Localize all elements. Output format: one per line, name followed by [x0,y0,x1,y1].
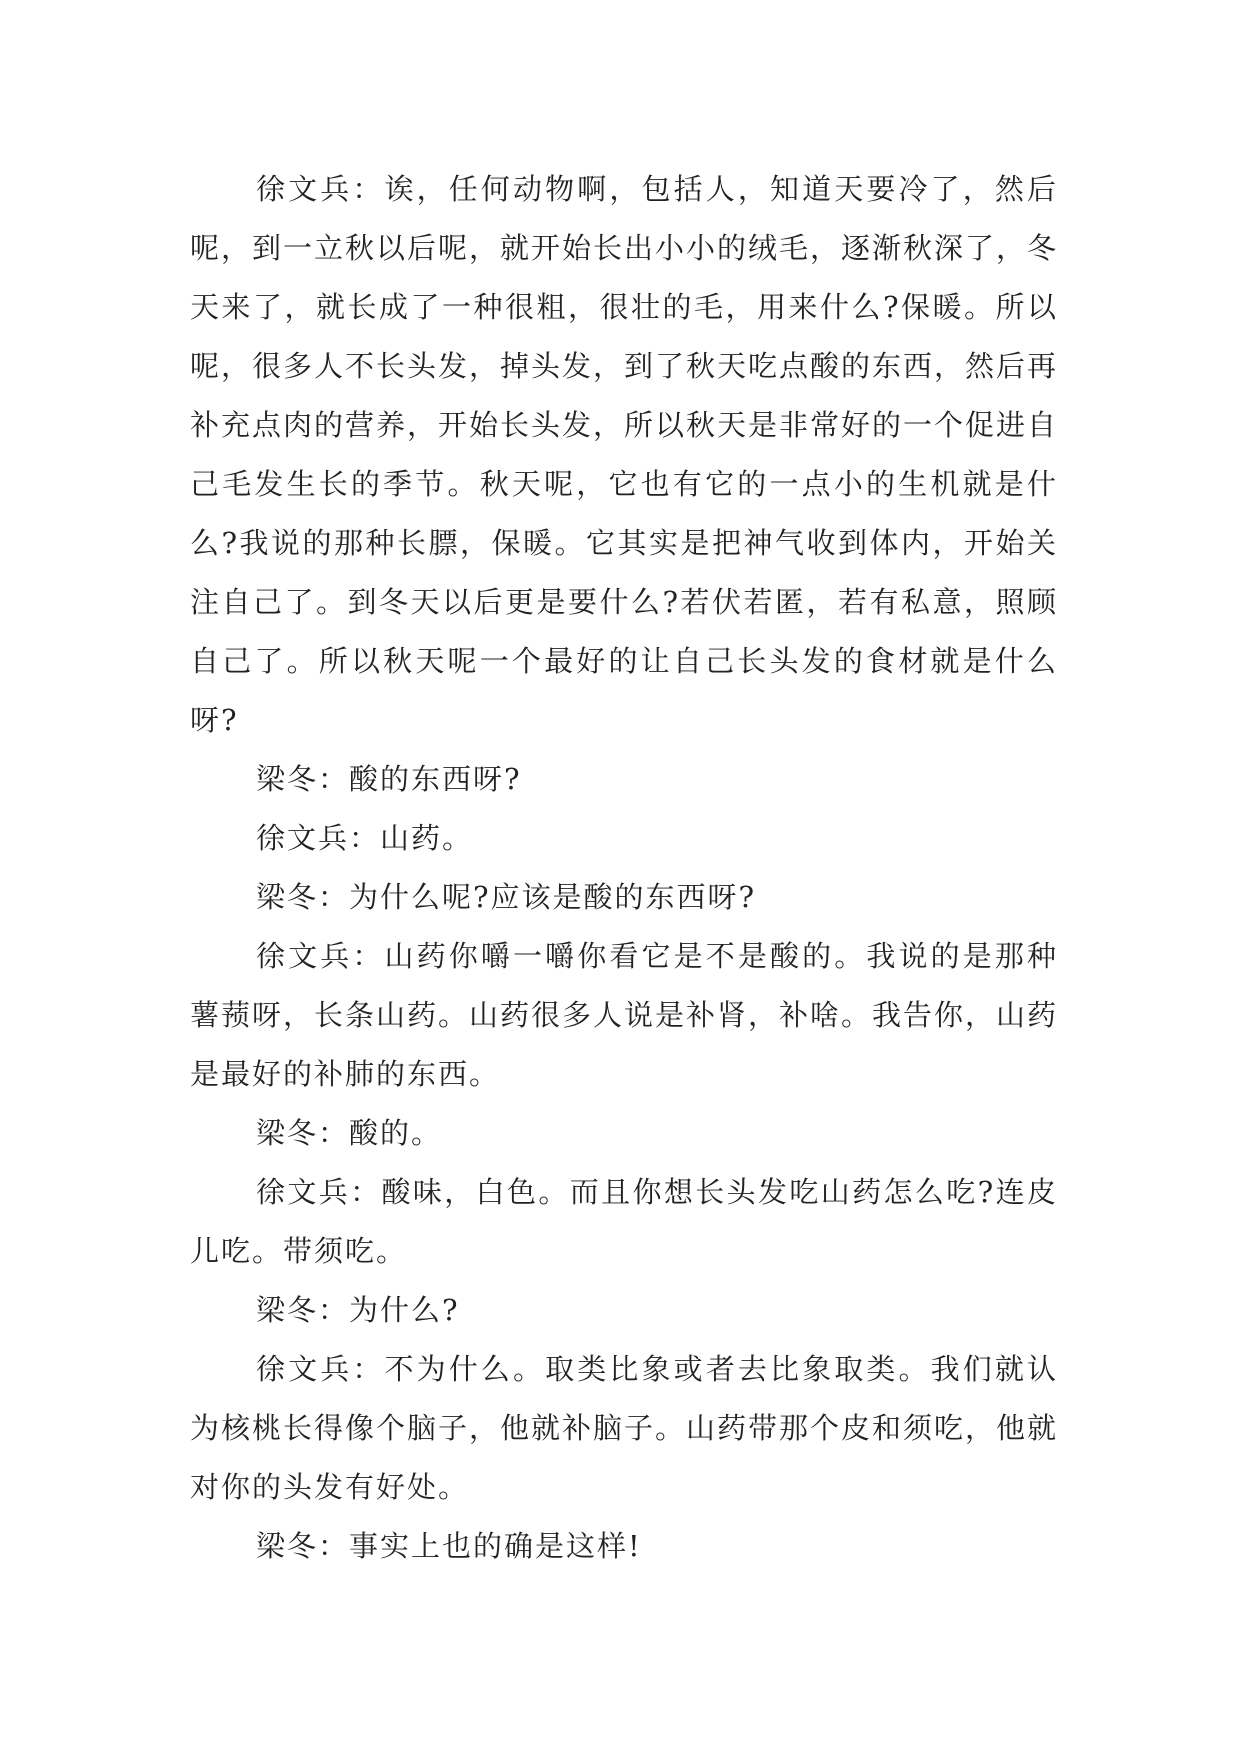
paragraph: 梁冬：酸的东西呀? [256,762,522,796]
paragraph: 徐文兵：诶，任何动物啊，包括人，知道天要冷了，然后呢，到一立秋以后呢，就开始长出小小的绒毛，逐渐秋深了，冬天来了，就长成了一种很粗，很壮的毛，用来什么?保暖。所以呢，很多人不长头发，掉头发，到了秋天吃点酸的东西，然后再补充点肉的营养，开始长头发，所以秋天是非常好的一个促进自己毛发生长的季节。秋天呢，它也有它的一点小的生机就是什么?我说的那种长膘，保暖。它其实是把神气收到体内，开始关注自己了。到冬天以后更是要什么?若伏若匿，若有私意，照顾自己了。所以秋天呢一个最好的让自己长头发的食材就是什么呀? [190,172,1059,737]
paragraph: 梁冬：酸的。 [256,1116,443,1150]
paragraph: 徐文兵：酸味，白色。而且你想长头发吃山药怎么吃?连皮儿吃。带须吃。 [190,1175,1058,1268]
paragraph: 徐文兵：山药。 [256,821,474,855]
paragraph: 梁冬：为什么? [256,1293,460,1327]
paragraph: 梁冬：事实上也的确是这样! [256,1529,642,1563]
paragraph: 徐文兵：山药你嚼一嚼你看它是不是酸的。我说的是那种薯蓣呀，长条山药。山药很多人说是补肾，补啥。我告你，山药是最好的补肺的东西。 [190,939,1059,1091]
document-body [190,160,1058,1576]
paragraph: 徐文兵：不为什么。取类比象或者去比象取类。我们就认为核桃长得像个脑子，他就补脑子。山药带那个皮和须吃，他就对你的头发有好处。 [190,1352,1059,1504]
paragraph: 梁冬：为什么呢?应该是酸的东西呀? [256,880,757,914]
